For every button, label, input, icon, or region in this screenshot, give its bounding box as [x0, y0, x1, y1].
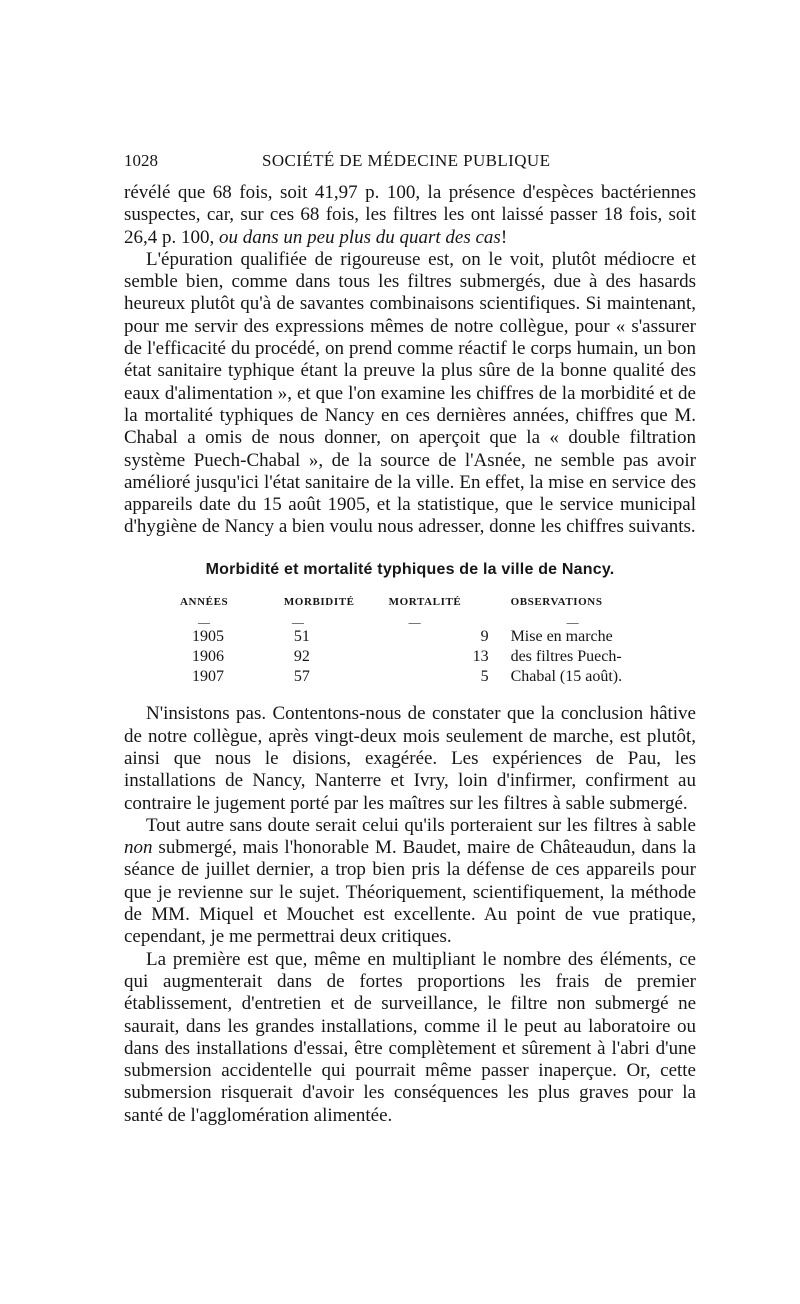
paragraph-4-rest: submergé, mais l'honorable M. Baudet, maire de Châteaudun, dans la séance de juillet dernier, a trop bien pris la défense de ces appareils pour que je revienne sur le sujet. Théoriquement, scientifiquement, la méthode de MM. Miquel et Mouchet est excellente. Au point de vue pratique, cependant, je me permettrai deux critiques. [124, 837, 696, 948]
statistics-table [180, 591, 696, 687]
cell-mortality: 9 [480, 628, 489, 646]
dash: — [291, 615, 304, 630]
column-header-observations: OBSERVATIONS [510, 596, 603, 609]
running-title: SOCIÉTÉ DE MÉDECINE PUBLIQUE [262, 151, 551, 170]
cell-morbidity: 51 [293, 628, 310, 646]
paragraph-3: N'insistons pas. Contentons-nous de constater que la conclusion hâtive de notre collègue, après vingt-deux mois seulement de marche, est plutôt, ainsi que nous le disions, exagérée. Les expériences de Pau, les installations de Nancy, Nanterre et Ivry, loin d'infirmer, confirment au contraire le jugement porté par les maîtres sur les filtres à sable submergé. [124, 703, 696, 814]
cell-year: 1906 [192, 648, 224, 666]
table-row [180, 627, 696, 647]
paragraph-5: La première est que, même en multipliant le nombre des éléments, ce qui augmenterait dans de fortes proportions les frais de premier établissement, d'entretien et de surveillance, le filtre non submergé ne saurait, dans les grandes installations, comme il le peut au laboratoire ou dans des installations d'essai, être complètement et sûrement à l'abri d'une submersion accidentelle qui pourrait même passer inaperçue. Or, cette submersion risquerait d'avoir les conséquences les plus graves pour la santé de l'agglomération alimentée. [124, 948, 696, 1126]
column-header-morbidity: MORBIDITÉ [283, 596, 355, 609]
paragraph-4-italic: non [124, 837, 153, 859]
cell-year: 1907 [192, 668, 224, 686]
table-dash-row [180, 617, 696, 627]
cell-observation: Mise en marche [510, 628, 613, 646]
paragraph-1 [124, 182, 696, 249]
paragraph-2: L'épuration qualifiée de rigoureuse est, on le voit, plutôt médiocre et semble bien, comme dans tous les filtres submergés, due à des hasards heureux plutôt qu'à de savantes combinaisons scientifiques. Si maintenant, pour me servir des expressions mêmes de notre collègue, pour « s'assurer de l'efficacité du procédé, on prend comme réactif le corps humain, un bon état sanitaire typhique étant la preuve la plus sûre de la bonne qualité des eaux d'alimentation », et que l'on examine les chiffres de la morbidité et de la mortalité typhiques de Nancy en ces dernières années, chiffres que M. Chabal a omis de nous donner, on aperçoit que la « double filtration système Puech-Chabal », de la source de l'Asnée, ne semble pas avoir amélioré jusqu'ici l'état sanitaire de la ville. En effet, la mise en service des appareils date du 15 août 1905, et la statistique, que le service municipal d'hygiène de Nancy a bien voulu nous adresser, donne les chiffres suivants. [124, 248, 696, 538]
paragraph-4-text: Tout autre sans doute serait celui qu'ils porteraient sur les filtres à sable [146, 814, 696, 836]
paragraph-1-end: ! [500, 226, 508, 248]
paragraph-1-italic: ou dans un peu plus du quart des cas [219, 226, 501, 248]
dash: — [566, 615, 579, 630]
cell-year: 1905 [192, 628, 224, 646]
table-row [180, 667, 696, 687]
cell-mortality: 13 [472, 648, 489, 666]
cell-mortality: 5 [480, 668, 489, 686]
cell-observation: des filtres Puech- [510, 648, 622, 666]
cell-observation: Chabal (15 août). [510, 668, 623, 686]
page-header [124, 146, 696, 172]
page-number: 1028 [124, 151, 158, 170]
paragraph-4 [124, 815, 696, 949]
dash: — [198, 615, 210, 630]
table-title: Morbidité et mortalité typhiques de la ville de Nancy. [205, 560, 615, 578]
table-header-row [180, 591, 696, 617]
book-page [124, 146, 696, 1127]
column-header-years: ANNÉES [180, 596, 229, 609]
cell-morbidity: 92 [293, 648, 310, 666]
table-row [180, 647, 696, 667]
dash: — [408, 615, 421, 630]
column-header-mortality: MORTALITÉ [388, 596, 462, 609]
paragraph-1-text: révélé que 68 fois, soit 41,97 p. 100, la présence d'espèces bactériennes suspectes, car, sur ces 68 fois, les filtres les ont laissé passer 18 fois, soit 26,4 p. 100, [124, 182, 696, 248]
cell-morbidity: 57 [293, 668, 310, 686]
